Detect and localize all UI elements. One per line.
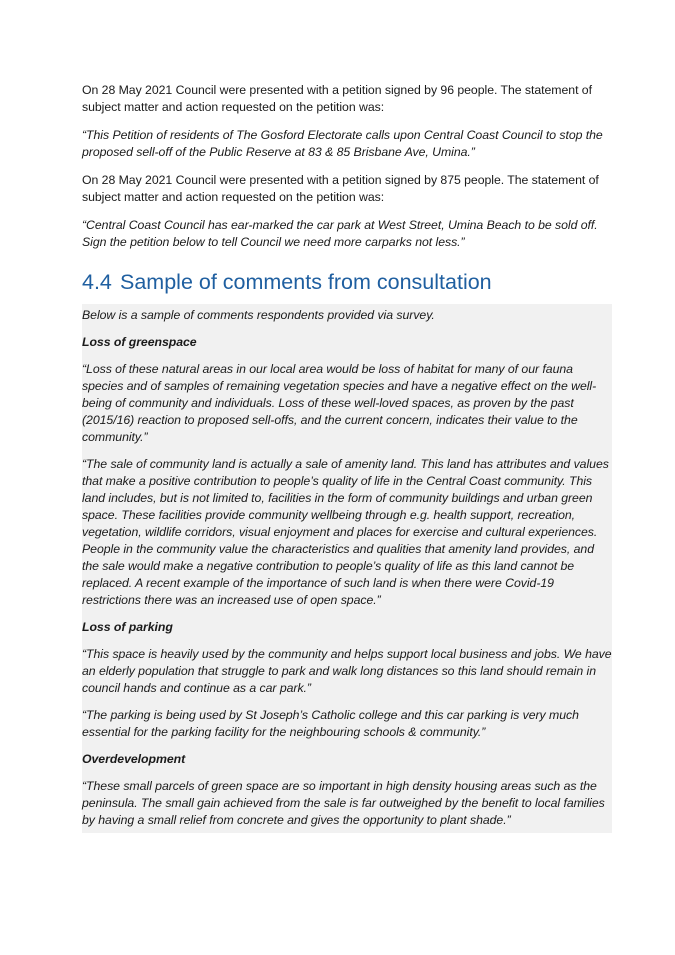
comment-parking-1: “This space is heavily used by the community and helps support local business and jobs. We have an elderly population that struggle to park and walk long distances so this land should remain in council hands and continue as a car park.” xyxy=(82,647,612,695)
comment-greenspace-2: “The sale of community land is actually a sale of amenity land. This land has attributes and values that make a positive contribution to people’s quality of life in the Central Coast community. This land includes, but is not limited to, facilities in the form of community buildings and urban green space. These facilities provide community wellbeing through e.g. health support, recreation, vegetation, wildlife corridors, visual enjoyment and places for exercise and cultural experiences. People in the community value the characteristics and qualities that amenity land provides, and the sale would make a negative contribution to people’s quality of life as this land cannot be replaced. A recent example of the importance of such land is when there were Covid-19 restrictions there was an increased use of open space.” xyxy=(82,457,609,607)
petition-1-intro: On 28 May 2021 Council were presented with a petition signed by 96 people. The statement of subject matter and action requested on the petition was: xyxy=(82,83,592,114)
section-heading xyxy=(82,268,612,296)
subheading-greenspace: Loss of greenspace xyxy=(82,335,197,349)
subheading-parking: Loss of parking xyxy=(82,620,173,634)
petition-2-quote: “Central Coast Council has ear-marked the car park at West Street, Umina Beach to be sold off. Sign the petition below to tell Council we need more carparks not less.” xyxy=(82,218,598,249)
section-title: Sample of comments from consultation xyxy=(120,270,492,294)
comments-intro: Below is a sample of comments respondents provided via survey. xyxy=(82,308,435,322)
subheading-overdevelopment: Overdevelopment xyxy=(82,752,186,766)
page-content xyxy=(82,82,612,833)
section-number: 4.4 xyxy=(82,270,112,294)
comment-parking-2: “The parking is being used by St Joseph’s Catholic college and this car parking is very much essential for the parking facility for the neighbouring schools & community.” xyxy=(82,708,579,739)
petition-2-intro: On 28 May 2021 Council were presented with a petition signed by 875 people. The statement of subject matter and action requested on the petition was: xyxy=(82,173,599,204)
comments-box xyxy=(82,304,612,833)
comment-overdevelopment-1: “These small parcels of green space are so important in high density housing areas such as the peninsula. The small gain achieved from the sale is far outweighed by the benefit to local families by having a small relief from concrete and gives the opportunity to plant shade.” xyxy=(82,779,605,827)
petition-1-quote: “This Petition of residents of The Gosford Electorate calls upon Central Coast Council to stop the proposed sell-off of the Public Reserve at 83 & 85 Brisbane Ave, Umina.” xyxy=(82,128,603,159)
comment-greenspace-1: “Loss of these natural areas in our local area would be loss of habitat for many of our fauna species and of samples of remaining vegetation species and have a negative effect on the well-being of community and individuals. Loss of these well-loved spaces, as proven by the past (2015/16) reaction to proposed sell-offs, and the current concern, indicates their value to the community.” xyxy=(82,362,597,444)
